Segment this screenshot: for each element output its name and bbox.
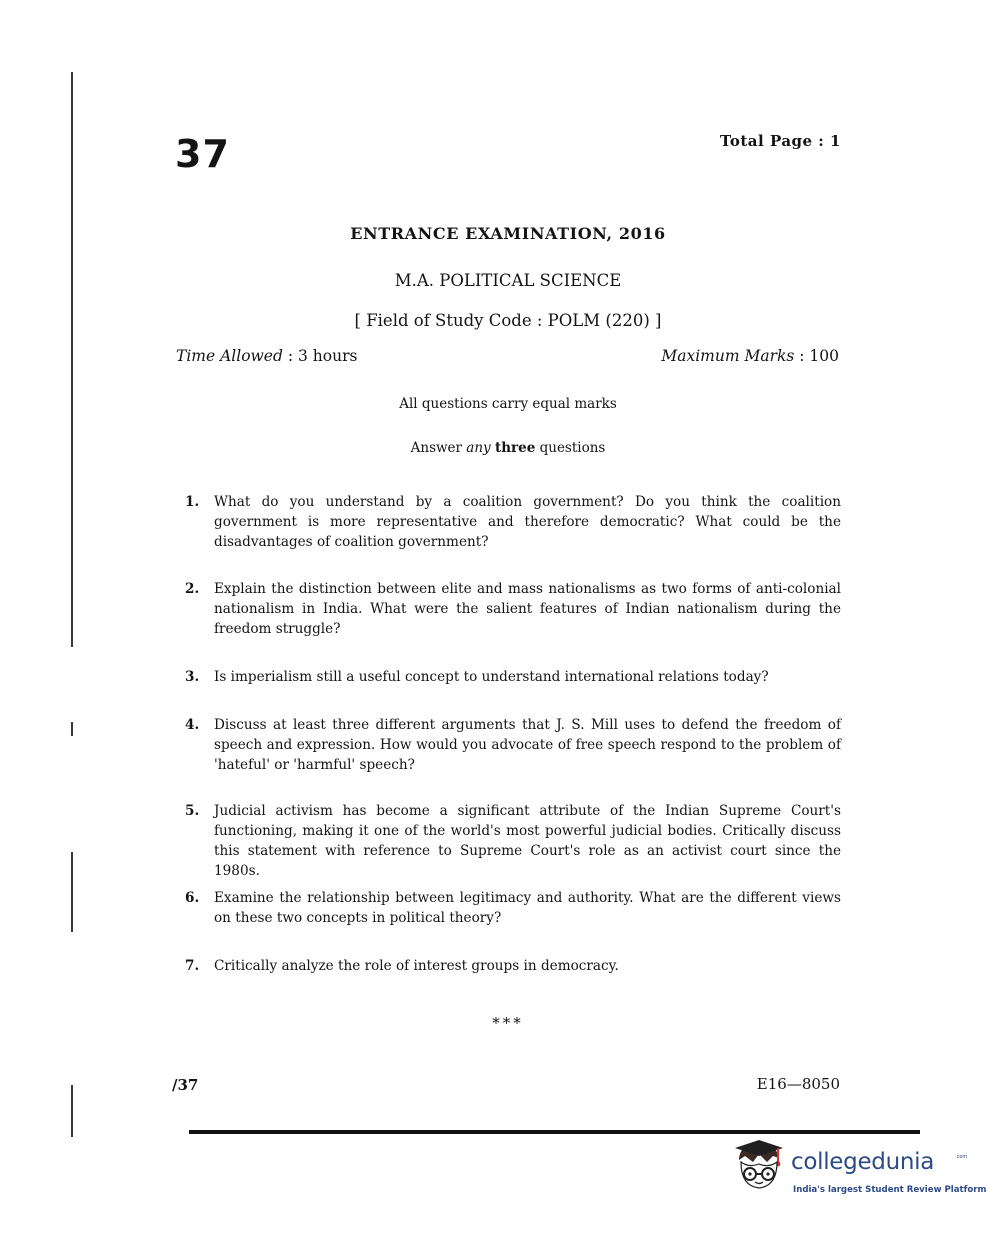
footer-rule bbox=[189, 1130, 920, 1134]
question-text: Critically analyze the role of interest groups in democracy. bbox=[214, 958, 619, 974]
scan-edge-line bbox=[71, 722, 73, 736]
marks-value: : 100 bbox=[794, 347, 839, 365]
exam-title: ENTRANCE EXAMINATION, 2016 bbox=[350, 224, 666, 243]
question-2 bbox=[185, 579, 841, 639]
instruction-answer-three bbox=[0, 440, 993, 456]
question-number: 7. bbox=[185, 958, 200, 974]
brand-domain: .com bbox=[955, 1154, 968, 1160]
student-mascot-icon bbox=[733, 1138, 789, 1200]
instruction-any: any bbox=[466, 440, 491, 456]
question-5 bbox=[185, 801, 841, 881]
brand-name: collegedunia bbox=[791, 1149, 935, 1175]
course-name: M.A. POLITICAL SCIENCE bbox=[394, 271, 622, 290]
time-allowed bbox=[176, 347, 357, 365]
page-number: 37 bbox=[175, 132, 230, 176]
print-code: E16—8050 bbox=[756, 1075, 840, 1093]
instruction-equal-marks: All questions carry equal marks bbox=[399, 396, 617, 412]
time-value: : 3 hours bbox=[282, 347, 358, 365]
question-number: 4. bbox=[185, 717, 200, 733]
question-6 bbox=[185, 888, 841, 928]
scan-edge-line bbox=[71, 852, 73, 932]
end-stars: *** bbox=[492, 1014, 524, 1032]
question-number: 2. bbox=[185, 581, 200, 597]
instruction-three: three bbox=[494, 440, 536, 456]
maximum-marks bbox=[661, 347, 839, 365]
question-3 bbox=[185, 667, 841, 687]
paper-code: /37 bbox=[172, 1076, 199, 1094]
instruction-suffix: questions bbox=[539, 440, 606, 456]
time-label: Time Allowed bbox=[176, 347, 283, 365]
question-number: 1. bbox=[185, 494, 200, 510]
marks-label: Maximum Marks bbox=[661, 347, 795, 365]
question-text: Is imperialism still a useful concept to understand international relations today? bbox=[214, 669, 769, 685]
instruction-prefix: Answer bbox=[410, 440, 467, 456]
question-text: Judicial activism has become a significant attribute of the Indian Supreme Court's functioning, making it one of the world's most powerful judicial bodies. Critically discuss this statement with reference to Supreme Court's role as an activist court since the 1980s. bbox=[214, 803, 841, 879]
brand-tagline: India's largest Student Review Platform bbox=[793, 1185, 987, 1195]
question-1 bbox=[185, 492, 841, 552]
scan-edge-line bbox=[71, 1085, 73, 1137]
scan-edge-line bbox=[71, 72, 73, 647]
question-number: 5. bbox=[185, 803, 200, 819]
question-text: What do you understand by a coalition government? Do you think the coalition government is more representative and therefore democratic? What could be the disadvantages of coalition government? bbox=[214, 494, 841, 550]
field-of-study-code: [ Field of Study Code : POLM (220) ] bbox=[354, 311, 662, 330]
question-text: Explain the distinction between elite and mass nationalisms as two forms of anti-colonial nationalism in India. What were the salient features of Indian nationalism during the freedom struggle? bbox=[214, 581, 841, 637]
question-4 bbox=[185, 715, 841, 775]
collegedunia-logo bbox=[733, 1138, 987, 1206]
question-number: 6. bbox=[185, 890, 200, 906]
question-text: Discuss at least three different arguments that J. S. Mill uses to defend the freedom of speech and expression. How would you advocate of free speech respond to the problem of 'hateful' or 'harmful' speech? bbox=[214, 717, 841, 773]
question-7 bbox=[185, 956, 841, 976]
total-page: Total Page : 1 bbox=[719, 132, 841, 150]
question-number: 3. bbox=[185, 669, 200, 685]
question-text: Examine the relationship between legitimacy and authority. What are the different views on these two concepts in political theory? bbox=[214, 890, 841, 926]
